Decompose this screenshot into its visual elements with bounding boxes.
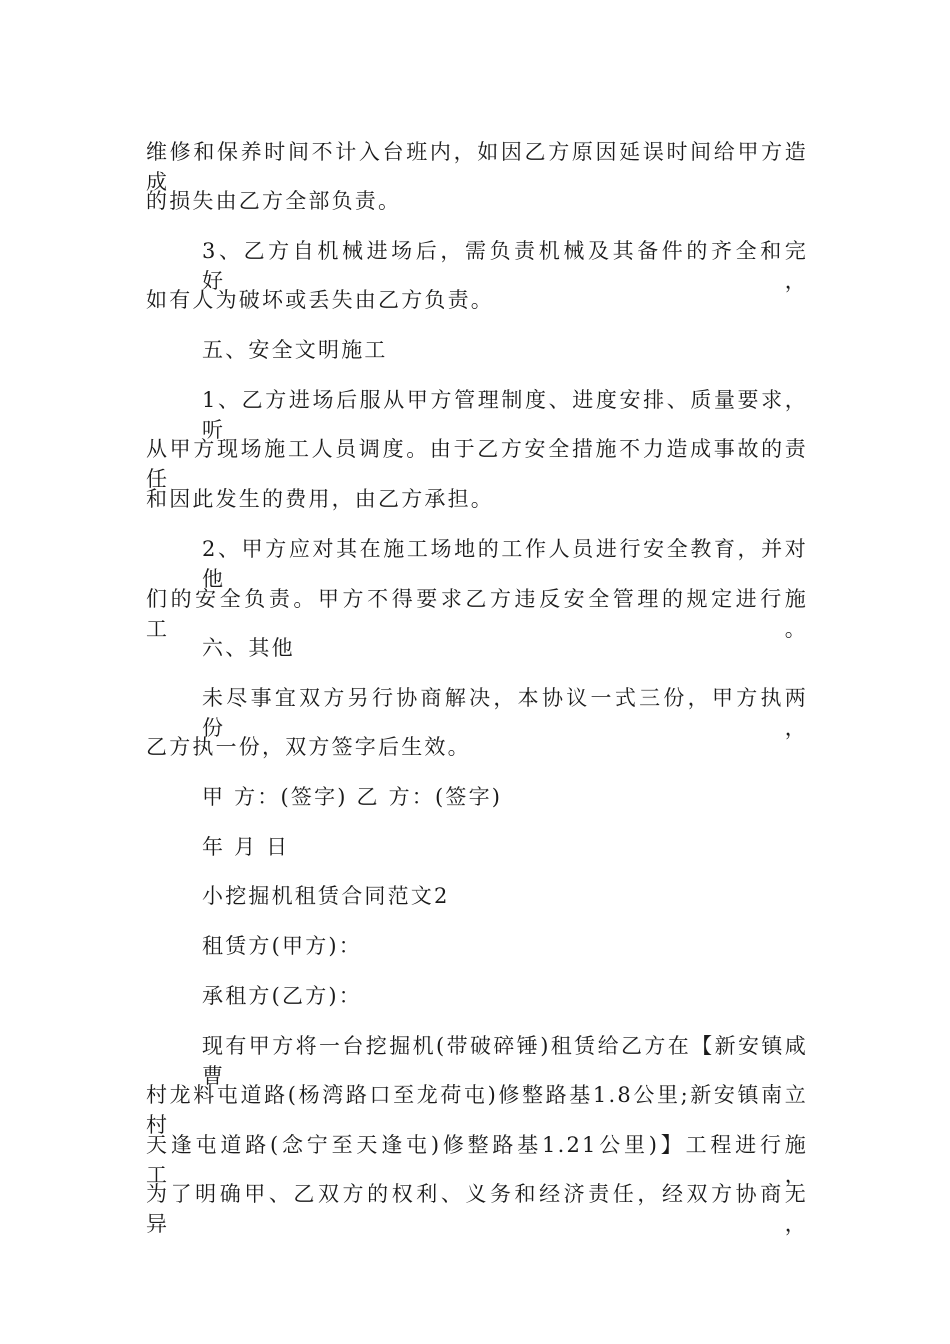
paragraph-line: 如有人为破坏或丢失由乙方负责。 [146, 288, 494, 312]
section-heading: 五、安全文明施工 [202, 338, 388, 362]
paragraph-line: 们的安全负责。甲方不得要求乙方违反安全管理的规定进行施工。 [146, 587, 808, 641]
paragraph-line: 从甲方现场施工人员调度。由于乙方安全措施不力造成事故的责任 [146, 437, 808, 491]
paragraph-line: 未尽事宜双方另行协商解决，本协议一式三份，甲方执两份， [202, 686, 808, 740]
paragraph-line: 3、乙方自机械进场后，需负责机械及其备件的齐全和完好， [202, 239, 808, 293]
paragraph-line: 的损失由乙方全部负责。 [146, 189, 402, 213]
document-title: 小挖掘机租赁合同范文2 [202, 884, 450, 908]
party-b-line: 承租方(乙方)： [202, 984, 362, 1008]
paragraph-line: 村龙料屯道路(杨湾路口至龙荷屯)修整路基1.8公里;新安镇南立村 [146, 1083, 808, 1137]
paragraph-line: 乙方执一份，双方签字后生效。 [146, 735, 471, 759]
signature-line: 甲 方：(签字) 乙 方：(签字) [202, 785, 503, 809]
paragraph-line: 2、甲方应对其在施工场地的工作人员进行安全教育，并对他 [202, 537, 808, 591]
paragraph-line: 为了明确甲、乙双方的权利、义务和经济责任，经双方协商无异， [146, 1182, 808, 1236]
section-heading: 六、其他 [202, 636, 295, 660]
party-a-line: 租赁方(甲方)： [202, 934, 362, 958]
paragraph-line: 现有甲方将一台挖掘机(带破碎锤)租赁给乙方在【新安镇咸曹 [202, 1034, 808, 1088]
paragraph-line: 维修和保养时间不计入台班内，如因乙方原因延误时间给甲方造成 [146, 140, 808, 194]
paragraph-line: 1、乙方进场后服从甲方管理制度、进度安排、质量要求，听 [202, 388, 808, 442]
date-line: 年 月 日 [202, 835, 290, 859]
paragraph-line: 天逢屯道路(念宁至天逢屯)修整路基1.21公里)】工程进行施工， [146, 1133, 808, 1187]
paragraph-line: 和因此发生的费用，由乙方承担。 [146, 487, 494, 511]
